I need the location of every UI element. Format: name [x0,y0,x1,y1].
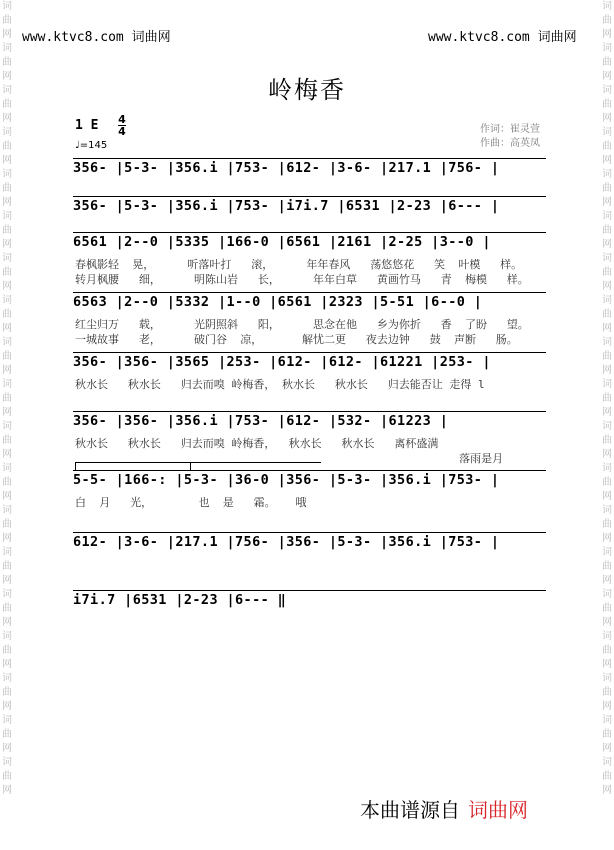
watermark-glyph: 曲 [2,141,12,152]
staff-rule [73,232,546,233]
watermark-glyph: 词 [602,631,612,642]
watermark-glyph: 曲 [2,183,12,194]
staff-rule [73,532,546,533]
watermark-glyph: 曲 [2,225,12,236]
watermark-glyph: 曲 [2,729,12,740]
watermark-glyph: 词 [2,85,12,96]
footer-source-text: 本曲谱源自 [360,798,460,822]
watermark-glyph: 词 [2,589,12,600]
watermark-glyph: 曲 [602,435,612,446]
watermark-glyph: 词 [602,757,612,768]
watermark-glyph: 词 [602,127,612,138]
lyric-line: 落雨是月 [75,452,504,465]
watermark-glyph: 词 [2,43,12,54]
watermark-glyph: 网 [602,575,612,586]
watermark-glyph: 词 [2,715,12,726]
watermark-glyph: 网 [602,323,612,334]
watermark-glyph: 曲 [2,57,12,68]
watermark-right [600,0,614,850]
staff-rule [73,158,546,159]
watermark-glyph: 曲 [602,771,612,782]
watermark-glyph: 网 [2,155,12,166]
lyric-line: 转月枫腰 细， 明陈山岩 长， 年年白草 黄画竹马 青 梅模 样。 [75,273,529,286]
watermark-glyph: 网 [2,743,12,754]
watermark-glyph: 曲 [602,687,612,698]
notation-row: 5-5- |166-: |5-3- |36-0 |356- |5-3- |356.i |753- | [73,472,500,488]
watermark-glyph: 词 [602,379,612,390]
watermark-glyph: 词 [2,295,12,306]
watermark-glyph: 网 [602,155,612,166]
watermark-glyph: 网 [2,29,12,40]
watermark-glyph: 曲 [602,57,612,68]
song-title: 岭梅香 [268,76,346,104]
watermark-glyph: 曲 [2,15,12,26]
watermark-glyph: 词 [602,715,612,726]
watermark-glyph: 曲 [602,393,612,404]
watermark-glyph: 词 [602,337,612,348]
watermark-glyph: 网 [2,575,12,586]
lyric-line: 红尘归万 载， 光阴照斜 阳， 思念在他 乡为你折 香 了盼 望。 [75,318,529,331]
watermark-glyph: 网 [2,659,12,670]
watermark-glyph: 网 [602,743,612,754]
watermark-glyph: 网 [602,659,612,670]
notation-row: i7i.7 |6531 |2-23 |6--- ‖ [73,592,287,608]
watermark-glyph: 网 [602,29,612,40]
watermark-glyph: 网 [2,407,12,418]
watermark-glyph: 词 [602,673,612,684]
notation-row: 6563 |2--0 |5332 |1--0 |6561 |2323 |5-51 |6--0 | [73,294,483,310]
watermark-glyph: 词 [2,463,12,474]
watermark-glyph: 词 [2,673,12,684]
key-signature: 1 E [75,118,99,133]
lyric-line: 秋水长 秋水长 归去而嗅 岭梅香， 秋水长 秋水长 归去能否让 走得 l [75,378,485,391]
watermark-left [0,0,14,850]
watermark-glyph: 网 [602,113,612,124]
notation-row: 612- |3-6- |217.1 |756- |356- |5-3- |356.i |753- | [73,534,500,550]
staff-rule [73,292,546,293]
watermark-glyph: 词 [2,547,12,558]
watermark-glyph: 词 [602,463,612,474]
watermark-glyph: 网 [2,281,12,292]
tempo-marking: ♩=145 [75,140,108,151]
watermark-glyph: 网 [2,449,12,460]
watermark-glyph: 网 [2,701,12,712]
watermark-glyph: 曲 [2,561,12,572]
lyric-line: 春枫影轻 晃， 听落叶打 滚， 年年春风 荡悠悠花 笑 叶模 样。 [75,258,523,271]
staff-rule [73,590,546,591]
watermark-glyph: 曲 [602,519,612,530]
notation-row: 6561 |2--0 |5335 |166-0 |6561 |2161 |2-25 |3--0 | [73,234,491,250]
watermark-glyph: 词 [2,169,12,180]
watermark-glyph: 曲 [602,15,612,26]
watermark-glyph: 词 [602,1,612,12]
staff-rule [73,352,546,353]
watermark-glyph: 网 [2,71,12,82]
watermark-glyph: 词 [2,1,12,12]
watermark-glyph: 网 [2,533,12,544]
watermark-glyph: 网 [2,197,12,208]
watermark-glyph: 网 [2,491,12,502]
watermark-glyph: 曲 [602,603,612,614]
lyric-line: 一城故事 老， 破门谷 凉， 解忧二更 夜去边钟 鼓 声断 肠。 [75,333,518,346]
watermark-glyph: 曲 [2,267,12,278]
watermark-glyph: 词 [2,127,12,138]
site-url-right[interactable]: www.ktvc8.com 词曲网 [428,30,577,45]
watermark-glyph: 网 [2,785,12,796]
watermark-glyph: 曲 [602,267,612,278]
watermark-glyph: 网 [2,239,12,250]
watermark-glyph: 词 [602,505,612,516]
volta-bracket [75,462,191,471]
watermark-glyph: 词 [602,253,612,264]
watermark-glyph: 曲 [602,225,612,236]
watermark-glyph: 曲 [602,141,612,152]
watermark-glyph: 网 [602,701,612,712]
watermark-glyph: 词 [602,421,612,432]
composer-credit: 作曲：高英凤 [480,138,540,149]
footer-brand[interactable]: 词曲网 [468,798,528,822]
watermark-glyph: 词 [2,337,12,348]
meter-bottom: 4 [118,125,126,138]
lyric-line: 白 月 光， 也 是 霜。 哦 [75,496,307,509]
watermark-glyph: 曲 [2,309,12,320]
watermark-glyph: 网 [602,491,612,502]
time-signature [118,114,126,137]
watermark-glyph: 网 [602,365,612,376]
watermark-glyph: 曲 [2,477,12,488]
watermark-glyph: 词 [602,169,612,180]
watermark-glyph: 曲 [2,435,12,446]
watermark-glyph: 曲 [2,687,12,698]
notation-row: 356- |5-3- |356.i |753- |i7i.7 |6531 |2-23 |6--- | [73,198,500,214]
notation-row: 356- |356- |356.i |753- |612- |532- |61223 | [73,413,449,429]
watermark-glyph: 网 [602,197,612,208]
watermark-glyph: 词 [2,631,12,642]
watermark-glyph: 曲 [602,645,612,656]
volta-bracket [190,462,321,471]
watermark-glyph: 网 [602,239,612,250]
watermark-glyph: 网 [602,533,612,544]
watermark-glyph: 网 [602,281,612,292]
watermark-glyph: 曲 [602,309,612,320]
watermark-glyph: 词 [602,295,612,306]
watermark-glyph: 曲 [602,561,612,572]
site-url-left[interactable]: www.ktvc8.com 词曲网 [22,30,171,45]
watermark-glyph: 网 [602,617,612,628]
lyricist-credit: 作词：崔灵萱 [480,124,540,135]
watermark-glyph: 词 [602,211,612,222]
watermark-glyph: 曲 [2,351,12,362]
watermark-glyph: 词 [2,757,12,768]
watermark-glyph: 词 [2,421,12,432]
watermark-glyph: 网 [2,113,12,124]
watermark-glyph: 词 [2,253,12,264]
footer-source [360,794,528,823]
watermark-glyph: 词 [2,379,12,390]
watermark-glyph: 词 [602,547,612,558]
meter-top: 4 [118,113,126,126]
watermark-glyph: 曲 [2,393,12,404]
watermark-glyph: 词 [602,85,612,96]
watermark-glyph: 词 [602,43,612,54]
watermark-glyph: 词 [2,211,12,222]
lyric-line: 秋水长 秋水长 归去而嗅 岭梅香， 秋水长 秋水长 离杯盛满 [75,437,439,450]
watermark-glyph: 词 [602,589,612,600]
watermark-glyph: 词 [2,505,12,516]
watermark-glyph: 网 [602,407,612,418]
watermark-glyph: 曲 [2,99,12,110]
staff-rule [73,196,546,197]
notation-row: 356- |356- |3565 |253- |612- |612- |61221 |253- | [73,354,491,370]
watermark-glyph: 曲 [602,99,612,110]
watermark-glyph: 曲 [2,645,12,656]
watermark-glyph: 曲 [602,729,612,740]
staff-rule [73,411,546,412]
watermark-glyph: 网 [602,71,612,82]
watermark-glyph: 曲 [602,351,612,362]
watermark-glyph: 曲 [602,183,612,194]
watermark-glyph: 曲 [2,603,12,614]
watermark-glyph: 曲 [2,519,12,530]
watermark-glyph: 网 [2,617,12,628]
notation-row: 356- |5-3- |356.i |753- |612- |3-6- |217.1 |756- | [73,160,500,176]
watermark-glyph: 曲 [2,771,12,782]
watermark-glyph: 网 [2,323,12,334]
watermark-glyph: 网 [2,365,12,376]
watermark-glyph: 网 [602,785,612,796]
watermark-glyph: 曲 [602,477,612,488]
watermark-glyph: 网 [602,449,612,460]
